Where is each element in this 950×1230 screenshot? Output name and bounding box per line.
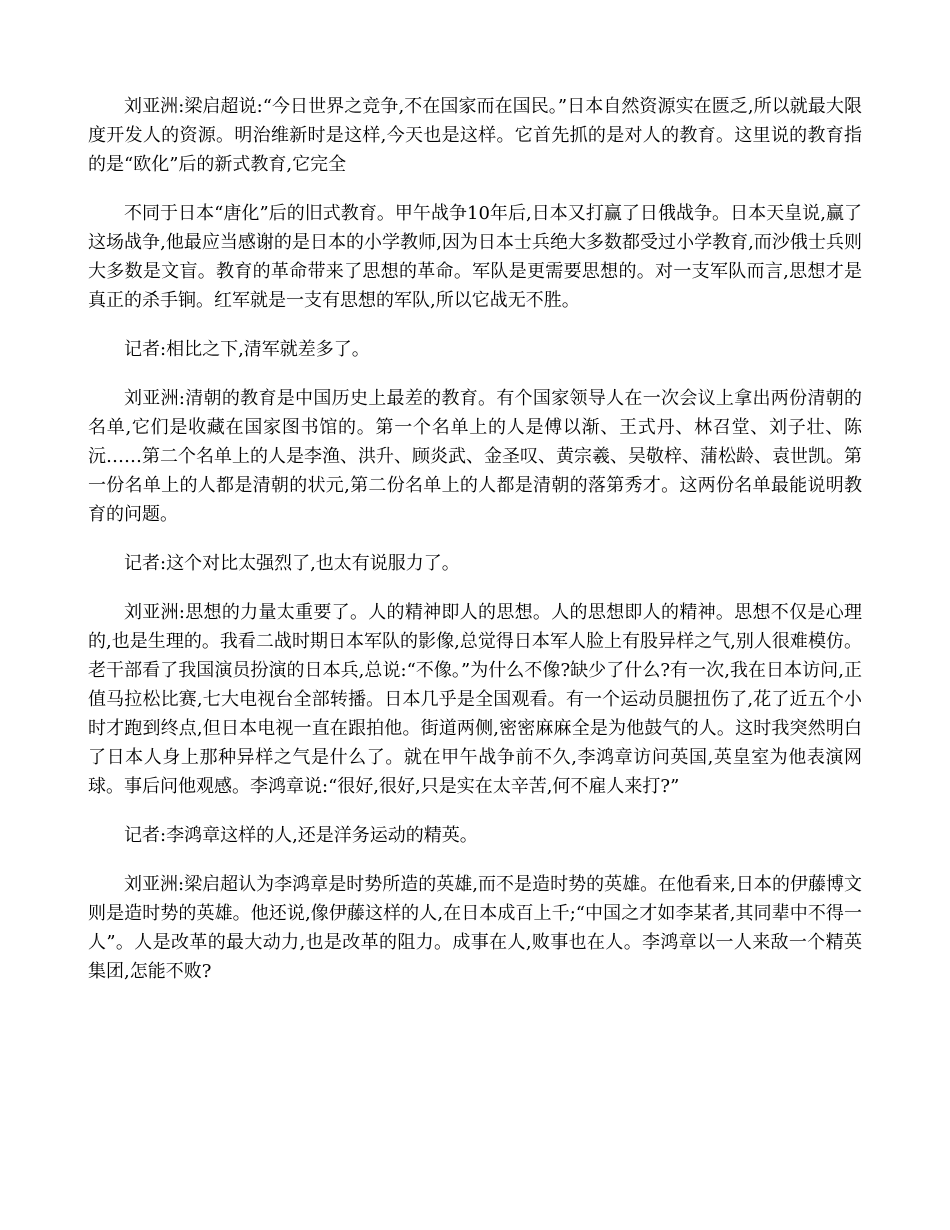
paragraph-reporter-3: 记者:李鸿章这样的人,还是洋务运动的精英。 (124, 825, 478, 846)
paragraph-liu-1: 刘亚洲:梁启超说:“今日世界之竞争,不在国家而在国民。”日本自然资源实在匮乏,所以就最大限度开发人的资源。明治维新时是这样,今天也是这样。它首先抓的是对人的教育。这里说的教育指的是“欧化”后的新式教育,它完全 (88, 96, 862, 175)
paragraph-liu-3: 刘亚洲:清朝的教育是中国历史上最差的教育。有个国家领导人在一次会议上拿出两份清朝的名单,它们是收藏在国家图书馆的。第一个名单上的人是傅以渐、王式丹、林召堂、刘子壮、陈沅……第二个名单上的人是李渔、洪升、顾炎武、金圣叹、黄宗羲、吴敬梓、蒲松龄、袁世凯。第一份名单上的人都是清朝的状元,第二份名单上的人都是清朝的落第秀才。这两份名单最能说明教育的问题。 (88, 388, 862, 525)
paragraph-liu-2: 不同于日本“唐化”后的旧式教育。甲午战争10年后,日本又打赢了日俄战争。日本天皇说,赢了这场战争,他最应当感谢的是日本的小学教师,因为日本士兵绝大多数都受过小学教育,而沙俄士兵则大多数是文盲。教育的革命带来了思想的革命。军队是更需要思想的。对一支军队而言,思想才是真正的杀手锏。红军就是一支有思想的军队,所以它战无不胜。 (88, 203, 862, 311)
paragraph-liu-4: 刘亚洲:思想的力量太重要了。人的精神即人的思想。人的思想即人的精神。思想不仅是心理的,也是生理的。我看二战时期日本军队的影像,总觉得日本军人脸上有股异样之气,别人很难模仿。老干部看了我国演员扮演的日本兵,总说:“不像。”为什么不像?缺少了什么?有一次,我在日本访问,正值马拉松比赛,七大电视台全部转播。日本几乎是全国观看。有一个运动员腿扭伤了,花了近五个小时才跑到终点,但日本电视一直在跟拍他。街道两侧,密密麻麻全是为他鼓气的人。这时我突然明白了日本人身上那种异样之气是什么了。就在甲午战争前不久,李鸿章访问英国,英皇室为他表演网球。事后问他观感。李鸿章说:“很好,很好,只是实在太辛苦,何不雇人来打?” (88, 602, 862, 797)
paragraph-liu-5: 刘亚洲:梁启超认为李鸿章是时势所造的英雄,而不是造时势的英雄。在他看来,日本的伊藤博文则是造时势的英雄。他还说,像伊藤这样的人,在日本成百上千;“中国之才如李某者,其同辈中不得一人”。人是改革的最大动力,也是改革的阻力。成事在人,败事也在人。李鸿章以一人来敌一个精英集团,怎能不败? (88, 874, 862, 982)
paragraph-reporter-2: 记者:这个对比太强烈了,也太有说服力了。 (124, 553, 460, 574)
paragraph-reporter-1: 记者:相比之下,清军就差多了。 (124, 339, 370, 360)
